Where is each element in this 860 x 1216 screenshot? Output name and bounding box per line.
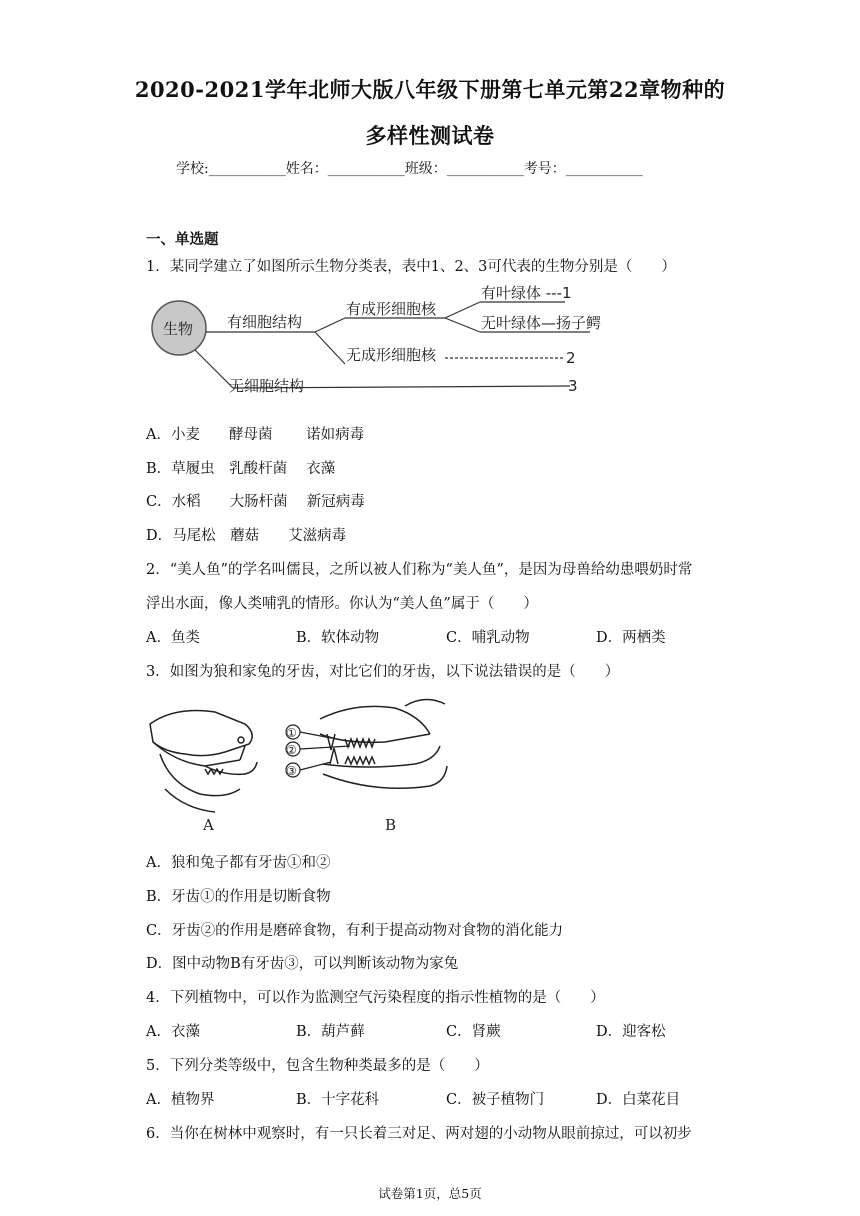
question-1-option-d: D．马尾松 蘑菇 艾滋病毒 [146,528,347,544]
question-4-stem: 4．下列植物中，可以作为监测空气污染程度的指示性植物的是（ ） [146,990,605,1006]
question-1-stem: 1．某同学建立了如图所示生物分类表，表中1、2、3可代表的生物分别是（ ） [146,259,676,275]
marker-1: ① [286,726,297,740]
question-2-option-d: D．两栖类 [596,630,666,646]
question-5-option-c: C．被子植物门 [446,1092,545,1108]
question-4-option-b: B．葫芦藓 [296,1024,365,1040]
question-3-option-d: D．图中动物B有牙齿③，可以判断该动物为家兔 [146,956,459,972]
question-3-stem: 3．如图为狼和家兔的牙齿，对比它们的牙齿，以下说法错误的是（ ） [146,664,620,680]
teeth-figure [145,694,455,839]
label-2: 2 [566,349,576,367]
label-3: 3 [568,377,578,395]
no-nucleus-label: 无成形细胞核 [346,346,437,364]
no-cell-label: 无细胞结构 [229,377,305,395]
question-3-option-c: C．牙齿②的作用是磨碎食物，有利于提高动物对食物的消化能力 [146,923,564,939]
has-cell-label: 有细胞结构 [227,313,303,331]
question-2-stem-line1: 2．“美人鱼”的学名叫儒艮，之所以被人们称为“美人鱼”，是因为母兽给幼患喂奶时常 [146,562,693,578]
section-heading: 一、单选题 [146,231,219,248]
question-1-option-b: B．草履虫 乳酸杆菌 衣藻 [146,461,336,477]
question-2-option-a: A．鱼类 [146,630,200,646]
question-4-option-d: D．迎客松 [596,1024,666,1040]
question-3-option-a: A．狼和兔子都有牙齿①和② [146,855,331,871]
question-5-option-a: A．植物界 [146,1092,215,1108]
exam-title-line1: 2020-2021学年北师大版八年级下册第七单元第22章物种的 [134,77,726,102]
exam-title-line2: 多样性测试卷 [365,123,495,148]
question-2-option-c: C．哺乳动物 [446,630,530,646]
has-nucleus-label: 有成形细胞核 [346,300,437,318]
question-5-option-b: B．十字花科 [296,1092,380,1108]
question-5-stem: 5．下列分类等级中，包含生物种类最多的是（ ） [146,1058,489,1074]
question-2-option-b: B．软体动物 [296,630,380,646]
question-2-stem-line2: 浮出水面，像人类哺乳的情形。你认为“美人鱼”属于（ ） [146,596,538,612]
question-5-option-d: D．白菜花目 [596,1092,681,1108]
figure-a-label: A [203,816,214,834]
question-1-option-a: A．小麦 酵母菌 诺如病毒 [146,427,365,443]
marker-2: ② [286,743,297,757]
rabbit-skull-drawing [150,711,257,813]
question-1-option-c: C．水稻 大肠杆菌 新冠病毒 [146,494,365,510]
marker-3: ③ [286,764,297,778]
wolf-skull-drawing [320,699,447,788]
has-chloroplast-label: 有叶绿体 ---1 [481,284,572,302]
page-footer: 试卷第1页，总5页 [378,1186,482,1201]
question-6-stem: 6．当你在树林中观察时，有一只长着三对足、两对翅的小动物从眼前掠过，可以初步 [146,1126,692,1142]
figure-b-label: B [385,816,397,834]
question-3-option-b: B．牙齿①的作用是切断食物 [146,889,331,905]
question-4-option-a: A．衣藻 [146,1024,200,1040]
student-info-line: 学校:___________姓名：___________班级：___________考号：___________ [176,161,643,177]
root-label: 生物 [163,320,194,338]
classification-diagram [145,282,610,402]
question-4-option-c: C．肾蕨 [446,1024,501,1040]
no-chloroplast-label: 无叶绿体—扬子鳄 [481,314,602,332]
